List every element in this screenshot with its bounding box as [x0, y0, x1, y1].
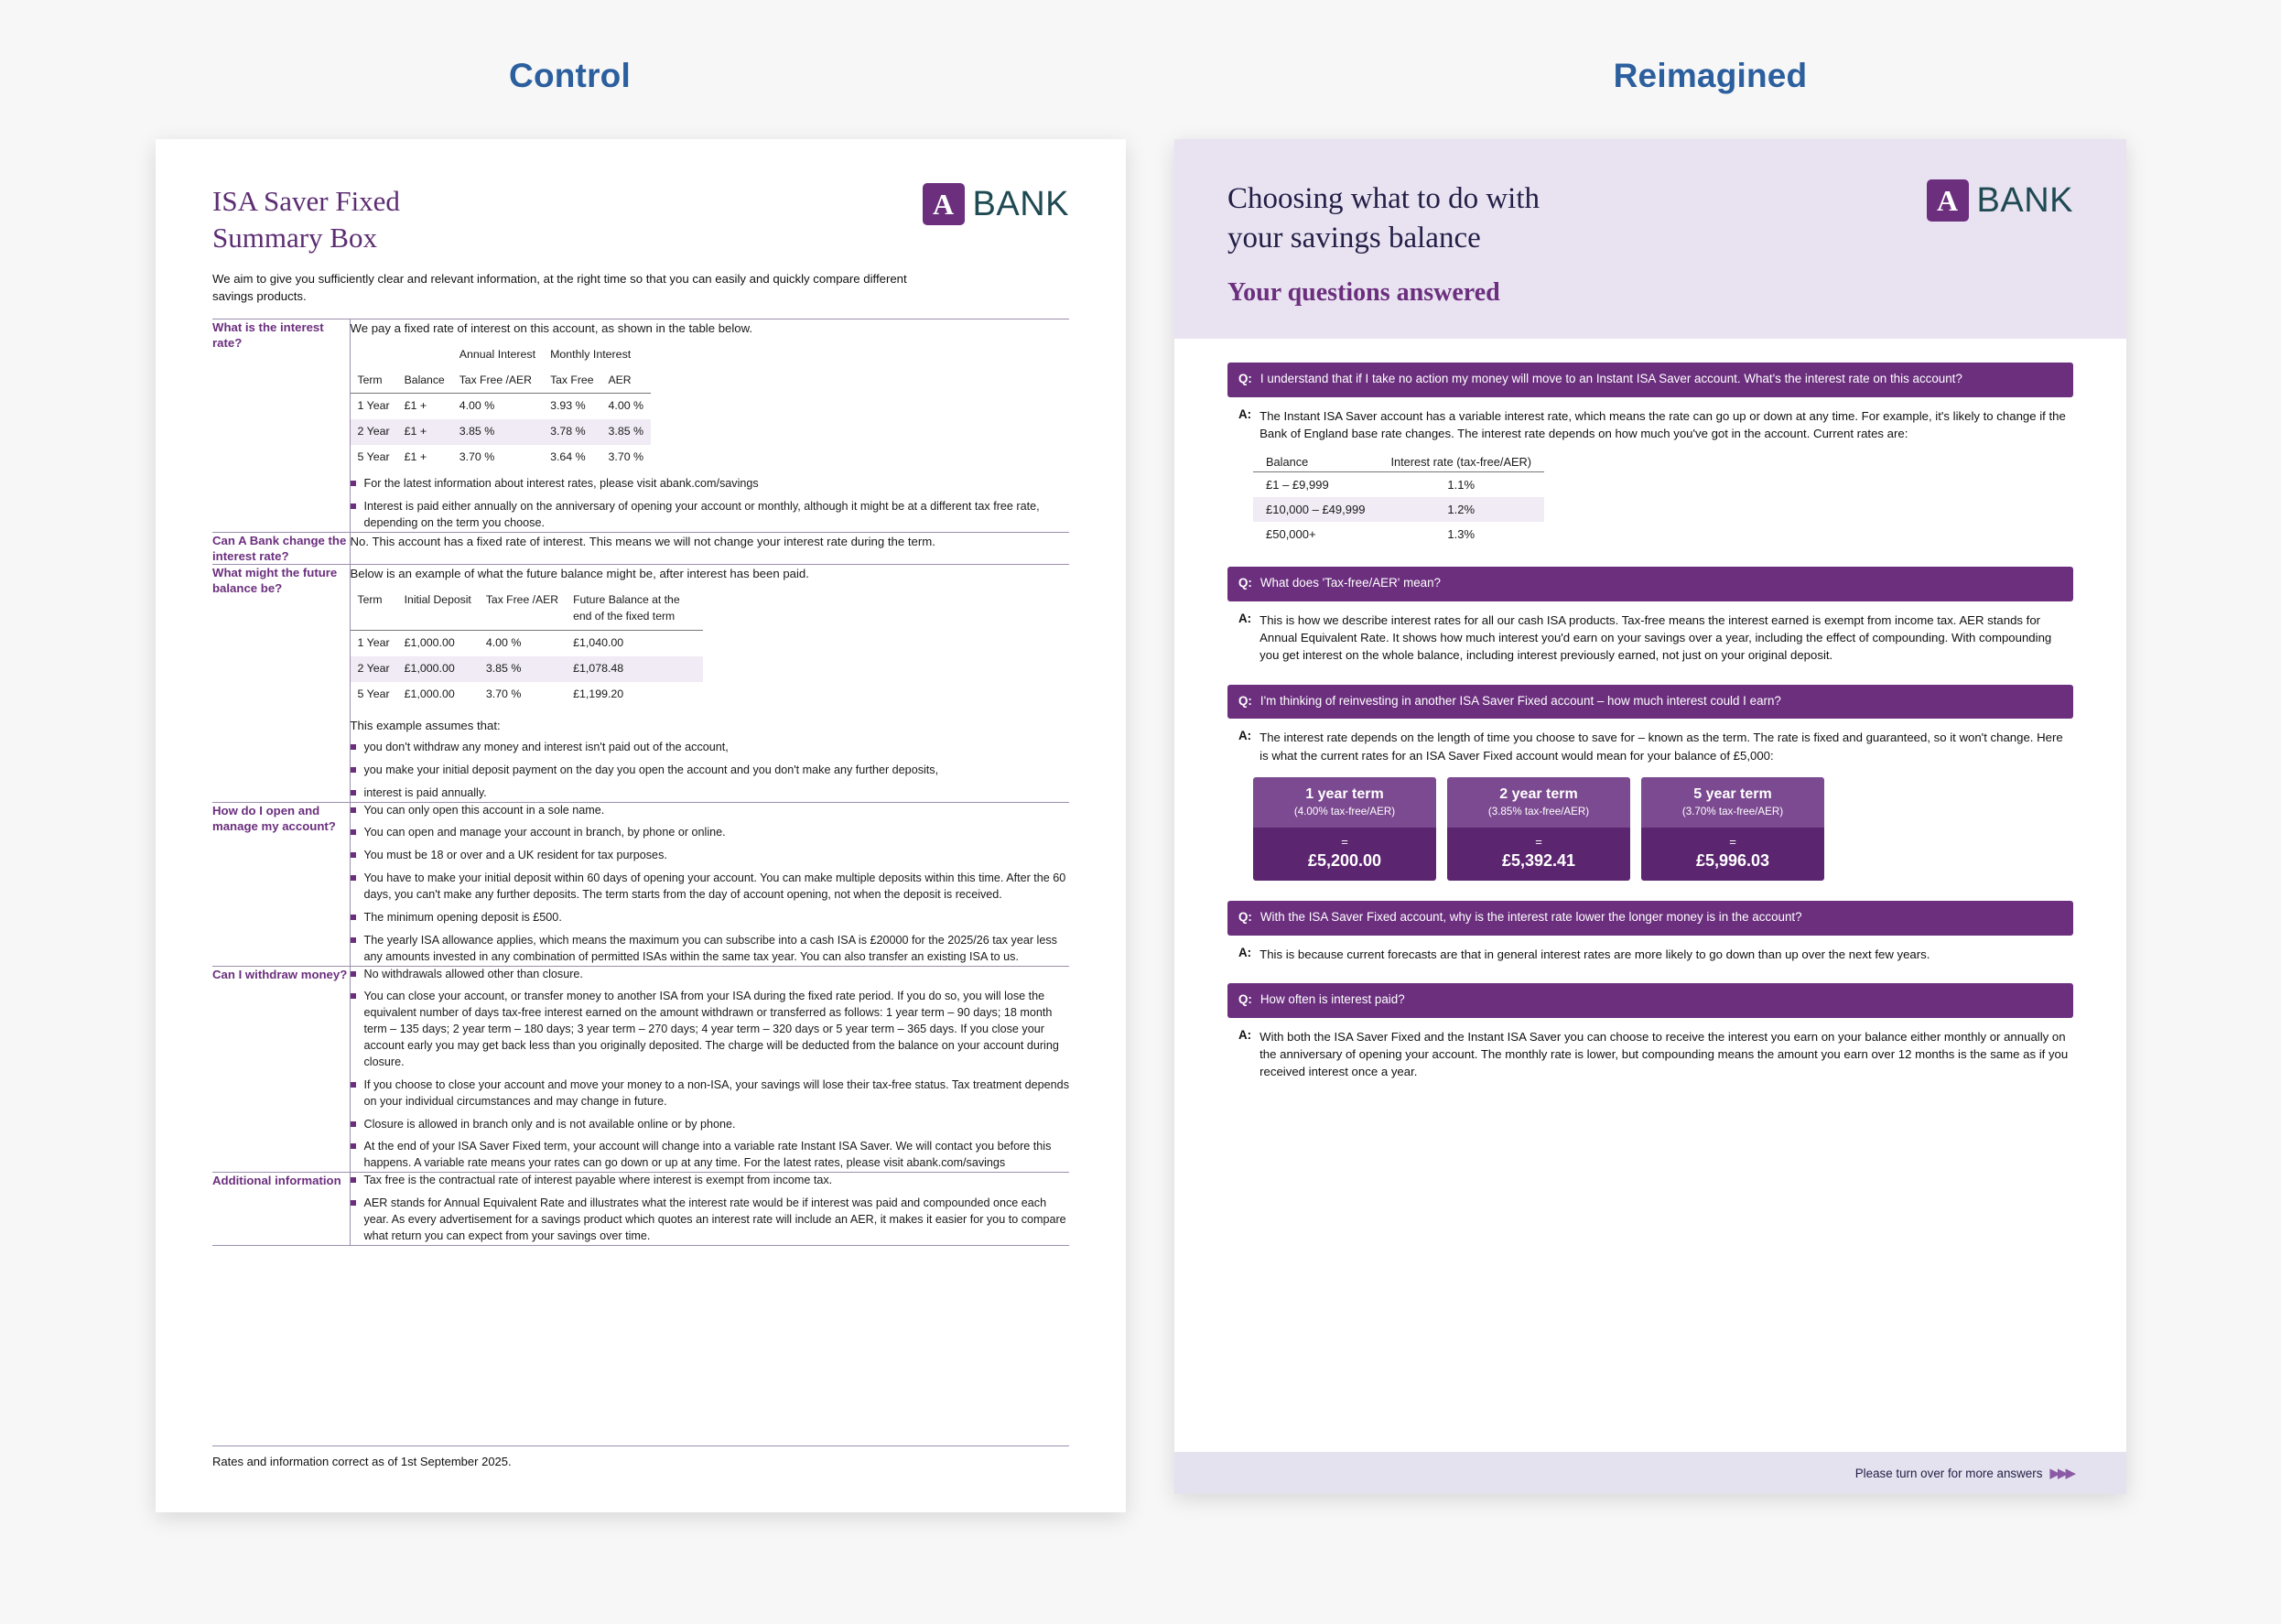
column-title-control: Control — [509, 57, 631, 94]
list-item: you don't withdraw any money and interest isn't paid out of the account, — [351, 740, 1070, 756]
term-card-rate: (3.70% tax-free/AER) — [1681, 805, 1784, 817]
table-row — [212, 802, 1069, 966]
cell-annual-taxfree-aer: 4.00 % — [459, 399, 495, 413]
term-card-value — [1447, 828, 1630, 881]
term-card-equals: = — [1535, 834, 1542, 849]
cell-balance: £50,000+ — [1266, 527, 1316, 542]
control-footer-note: Rates and information correct as of 1st September 2025. — [212, 1445, 1069, 1468]
group-header-annual: Annual Interest — [459, 347, 536, 361]
term-card-header — [1447, 777, 1630, 828]
cell-monthly-taxfree: 3.93 % — [550, 399, 586, 413]
col-header-future-balance: Future Balance at the end of the fixed term — [566, 588, 703, 630]
bullet-list — [351, 803, 1070, 966]
answer-prefix: A: — [1238, 729, 1252, 743]
future-row — [351, 682, 704, 708]
list-item: AER stands for Annual Equivalent Rate and illustrates what the interest rate would be if interest was paid and compounded once each year. As every advertisement for a savings product which quotes an interest rate will include an AER, it makes it easier for you to compare what return you can expect from your savings over time. — [351, 1196, 1070, 1245]
cell-monthly-aer: 3.85 % — [608, 425, 644, 438]
col-header-term: Term — [351, 588, 397, 630]
col-header-balance: Balance — [397, 368, 452, 394]
term-card-amount: £5,392.41 — [1501, 850, 1576, 870]
list-item: If you choose to close your account and move your money to a non-ISA, your savings will lose their tax-free status. Tax treatment depends on your individual circumstances and may change in future. — [351, 1077, 1070, 1110]
rate-row — [1253, 497, 1544, 522]
term-card-amount: £5,200.00 — [1307, 850, 1382, 870]
row-question: Can I withdraw money? — [212, 966, 350, 1173]
cell-term: 1 Year — [357, 635, 390, 649]
term-card-group — [1253, 777, 2073, 881]
faq-question-band — [1227, 983, 2073, 1018]
term-card-value — [1641, 828, 1824, 881]
col-header-taxfree: Tax Free — [543, 368, 600, 394]
reimagined-page-title — [1227, 179, 1540, 258]
term-card-equals: = — [1341, 834, 1348, 849]
question-prefix: Q: — [1238, 576, 1252, 590]
cell-balance: £1 – £9,999 — [1266, 478, 1329, 493]
cell-initial-deposit: £1,000.00 — [404, 661, 455, 675]
cell-taxfree-aer: 3.70 % — [485, 687, 522, 700]
list-item: You can only open this account in a sole name. — [351, 803, 1070, 819]
row-lead-text: Below is an example of what the future balance might be, after interest has been paid. — [350, 567, 809, 581]
cell-term: 2 Year — [357, 425, 390, 438]
rate-row — [351, 445, 652, 471]
cell-future-balance: £1,078.48 — [573, 661, 624, 675]
cell-balance: £1 + — [404, 425, 427, 438]
row-question: Additional information — [212, 1173, 350, 1246]
bank-logo — [1927, 179, 2073, 222]
instant-isa-rate-table — [1253, 455, 1544, 547]
cell-rate: 1.2% — [1447, 503, 1476, 517]
faq-list — [1174, 339, 2126, 1081]
term-card-header — [1641, 777, 1824, 828]
reimagined-title-line2: your savings balance — [1227, 221, 1481, 254]
future-row — [351, 656, 704, 682]
term-card-rate: (3.85% tax-free/AER) — [1487, 805, 1590, 817]
list-item: For the latest information about interest rates, please visit abank.com/savings — [351, 476, 1070, 493]
control-title-line2: Summary Box — [212, 221, 377, 254]
answer-text: The interest rate depends on the length of time you choose to save for – known as the term. The rate is fixed and guaranteed, so it won't change. Here is what the current rates for an ISA Saver Fixed account would mean for your balance of £5,000: — [1259, 731, 2063, 763]
reimagined-document — [1174, 139, 2126, 1494]
cell-monthly-aer: 4.00 % — [608, 399, 644, 413]
question-prefix: Q: — [1238, 693, 1252, 708]
term-card-term: 5 year term — [1693, 785, 1772, 802]
reimagined-header — [1174, 139, 2126, 339]
bullet-list — [351, 967, 1070, 1173]
question-prefix: Q: — [1238, 371, 1252, 385]
list-item: No withdrawals allowed other than closure. — [351, 967, 1070, 983]
bank-logo-word: BANK — [1976, 180, 2073, 220]
rate-row — [1253, 472, 1544, 498]
row-answer — [350, 565, 1069, 802]
question-prefix: Q: — [1238, 909, 1252, 924]
assumptions-lead: This example assumes that: — [350, 718, 501, 732]
term-card-rate: (4.00% tax-free/AER) — [1293, 805, 1396, 817]
col-header-balance: Balance — [1253, 455, 1378, 472]
faq-question-band — [1227, 363, 2073, 397]
control-document — [156, 139, 1126, 1512]
table-row — [212, 565, 1069, 802]
row-lead-text: We pay a fixed rate of interest on this account, as shown in the table below. — [350, 320, 753, 335]
table-row — [212, 319, 1069, 532]
question-text: With the ISA Saver Fixed account, why is the interest rate lower the longer money is in the account? — [1259, 909, 1802, 924]
question-text: I'm thinking of reinvesting in another ISA Saver Fixed account – how much interest could I earn? — [1259, 693, 1781, 708]
cell-initial-deposit: £1,000.00 — [404, 687, 455, 700]
row-answer — [350, 1173, 1069, 1246]
turn-over-label: Please turn over for more answers — [1854, 1466, 2043, 1480]
bank-logo-word: BANK — [972, 184, 1069, 223]
interest-rate-table — [351, 342, 652, 471]
faq-answer — [1227, 729, 2073, 764]
answer-prefix: A: — [1238, 1027, 1252, 1042]
cell-term: 5 Year — [357, 450, 390, 464]
cell-term: 2 Year — [357, 661, 390, 675]
table-row — [212, 1173, 1069, 1246]
faq-question-band — [1227, 685, 2073, 720]
summary-box-table — [212, 319, 1069, 1246]
list-item: The minimum opening deposit is £500. — [351, 910, 1070, 926]
list-item: you make your initial deposit payment on the day you open the account and you don't make any further deposits, — [351, 763, 1070, 779]
control-title-line1: ISA Saver Fixed — [212, 185, 400, 217]
row-answer — [350, 966, 1069, 1173]
answer-text: This is because current forecasts are that in general interest rates are more likely to go down than up over the next few years. — [1259, 947, 1930, 961]
future-row — [351, 630, 704, 655]
term-card-term: 1 year term — [1305, 785, 1384, 802]
question-text: What does 'Tax-free/AER' mean? — [1259, 576, 1442, 590]
col-header-taxfree-aer: Tax Free /AER — [452, 368, 543, 394]
faq-question-band — [1227, 567, 2073, 601]
table-row — [212, 533, 1069, 565]
cell-balance: £1 + — [404, 399, 427, 413]
bullet-list — [351, 1173, 1070, 1245]
column-title-reimagined: Reimagined — [1613, 57, 1808, 94]
question-prefix: Q: — [1238, 991, 1252, 1006]
list-item: Closure is allowed in branch only and is not available online or by phone. — [351, 1117, 1070, 1133]
cell-future-balance: £1,199.20 — [573, 687, 624, 700]
cell-rate: 1.1% — [1447, 478, 1476, 493]
control-intro-text: We aim to give you sufficiently clear and relevant information, at the right time so that you can easily and quickly compare different savings products. — [212, 272, 907, 304]
question-text: How often is interest paid? — [1259, 991, 1405, 1006]
row-question: How do I open and manage my account? — [212, 802, 350, 966]
row-question: Can A Bank change the interest rate? — [212, 533, 350, 565]
bank-logo — [923, 183, 1069, 225]
rate-row — [1253, 522, 1544, 547]
table-row — [212, 966, 1069, 1173]
answer-prefix: A: — [1238, 945, 1252, 959]
bank-logo-mark-icon — [923, 183, 965, 225]
bank-logo-mark-icon — [1927, 179, 1969, 222]
answer-text: With both the ISA Saver Fixed and the Instant ISA Saver you can choose to receive the interest you earn on your balance either monthly or annually on the anniversary of opening your account. The monthly rate is lower, but compounding means the amount you earn over 12 months is the same as if you received interest once a year. — [1259, 1029, 2069, 1079]
cell-monthly-taxfree: 3.78 % — [550, 425, 586, 438]
answer-prefix: A: — [1238, 406, 1252, 421]
cell-taxfree-aer: 4.00 % — [485, 635, 522, 649]
question-text: I understand that if I take no action my money will move to an Instant ISA Saver account. What's the interest rate on this account? — [1259, 371, 1962, 385]
cell-rate: 1.3% — [1447, 527, 1476, 542]
reimagined-title-line1: Choosing what to do with — [1227, 182, 1540, 215]
cell-term: 1 Year — [357, 399, 390, 413]
row-answer: No. This account has a fixed rate of interest. This means we will not change your interest rate during the term. — [350, 533, 1069, 565]
list-item: You have to make your initial deposit within 60 days of opening your account. You can make multiple deposits within this time. After the 60 days, you can't make any further deposits. The term starts from the day of account opening, not when the deposit is received. — [351, 871, 1070, 904]
list-item: The yearly ISA allowance applies, which means the maximum you can subscribe into a cash ISA is £20000 for the 2025/26 tax year less any amounts invested in any combination of permitted ISAs within the same tax year. You can also transfer an existing ISA to us. — [351, 933, 1070, 966]
term-card-amount: £5,996.03 — [1695, 850, 1770, 870]
future-balance-table — [351, 588, 704, 707]
cell-monthly-taxfree: 3.64 % — [550, 450, 586, 464]
term-card — [1253, 777, 1436, 881]
reimagined-footer[interactable] — [1174, 1452, 2126, 1494]
answer-prefix: A: — [1238, 611, 1252, 625]
group-header-monthly: Monthly Interest — [550, 347, 632, 361]
faq-answer — [1227, 1028, 2073, 1081]
control-header — [212, 183, 1069, 255]
control-page-title — [212, 183, 400, 255]
answer-text: The Instant ISA Saver account has a variable interest rate, which means the rate can go up or down at any time. For example, it's likely to change if the Bank of England base rate changes. The interest rate depends on how much you've got in the account. Current rates are: — [1259, 408, 2066, 440]
faq-answer — [1227, 612, 2073, 665]
col-header-interest-rate: Interest rate (tax-free/AER) — [1378, 455, 1544, 472]
list-item: Tax free is the contractual rate of interest payable where interest is exempt from income tax. — [351, 1173, 1070, 1189]
col-header-term: Term — [351, 368, 397, 394]
col-header-aer: AER — [600, 368, 651, 394]
list-item: You must be 18 or over and a UK resident for tax purposes. — [351, 848, 1070, 864]
term-card-header — [1253, 777, 1436, 828]
list-item: interest is paid annually. — [351, 785, 1070, 802]
cell-taxfree-aer: 3.85 % — [485, 661, 522, 675]
cell-initial-deposit: £1,000.00 — [404, 635, 455, 649]
answer-text: This is how we describe interest rates for all our cash ISA products. Tax-free means the interest earned is exempt from income tax. AER stands for Annual Equivalent Rate. It shows how much interest you'd earn on your savings over a year, including the effect of compounding. With compounding you get interest on the whole balance, including interest previously earned, not just on your original deposit. — [1259, 612, 2052, 663]
faq-question-band — [1227, 901, 2073, 936]
col-header-taxfree-aer: Tax Free /AER — [479, 588, 566, 630]
cell-balance: £1 + — [404, 450, 427, 464]
bullet-list — [351, 476, 1070, 532]
term-card-equals: = — [1729, 834, 1736, 849]
cell-balance: £10,000 – £49,999 — [1266, 503, 1366, 517]
term-card-value — [1253, 828, 1436, 881]
row-question: What might the future balance be? — [212, 565, 350, 802]
term-card-term: 2 year term — [1499, 785, 1578, 802]
faq-answer — [1227, 946, 2073, 963]
faq-answer — [1227, 407, 2073, 443]
row-answer — [350, 319, 1069, 532]
bullet-list — [351, 740, 1070, 802]
chevron-right-icon: ▶▶▶ — [2049, 1466, 2073, 1481]
term-card — [1447, 777, 1630, 881]
cell-annual-taxfree-aer: 3.70 % — [459, 450, 495, 464]
row-question: What is the interest rate? — [212, 319, 350, 532]
cell-term: 5 Year — [357, 687, 390, 700]
cell-monthly-aer: 3.70 % — [608, 450, 644, 464]
row-answer — [350, 802, 1069, 966]
reimagined-subtitle: Your questions answered — [1227, 277, 1500, 307]
list-item: Interest is paid either annually on the anniversary of opening your account or monthly, although it might be at a different tax free rate, depending on the term you choose. — [351, 499, 1070, 532]
term-card — [1641, 777, 1824, 881]
list-item: You can close your account, or transfer money to another ISA from your ISA during the fixed rate period. If you do so, you will lose the equivalent number of days tax-free interest earned on the amount withdrawn or transferred as follows: 1 year term – 90 days; 18 month term – 135 days; 2 year term – 180 days; 3 year term – 270 days; 4 year term – 320 days or 5 year term – 365 days. If you close your account early you may get back less than you originally deposited. The charge will be deducted from the balance on your account during closure. — [351, 989, 1070, 1070]
rate-row — [351, 419, 652, 445]
cell-future-balance: £1,040.00 — [573, 635, 624, 649]
col-header-initial-deposit: Initial Deposit — [397, 588, 479, 630]
list-item: You can open and manage your account in branch, by phone or online. — [351, 825, 1070, 841]
rate-row — [351, 394, 652, 419]
cell-annual-taxfree-aer: 3.85 % — [459, 425, 495, 438]
list-item: At the end of your ISA Saver Fixed term, your account will change into a variable rate Instant ISA Saver. We will contact you before this happens. A variable rate means your rates can go down or up at any time. For the latest rates, please visit abank.com/savings — [351, 1139, 1070, 1172]
